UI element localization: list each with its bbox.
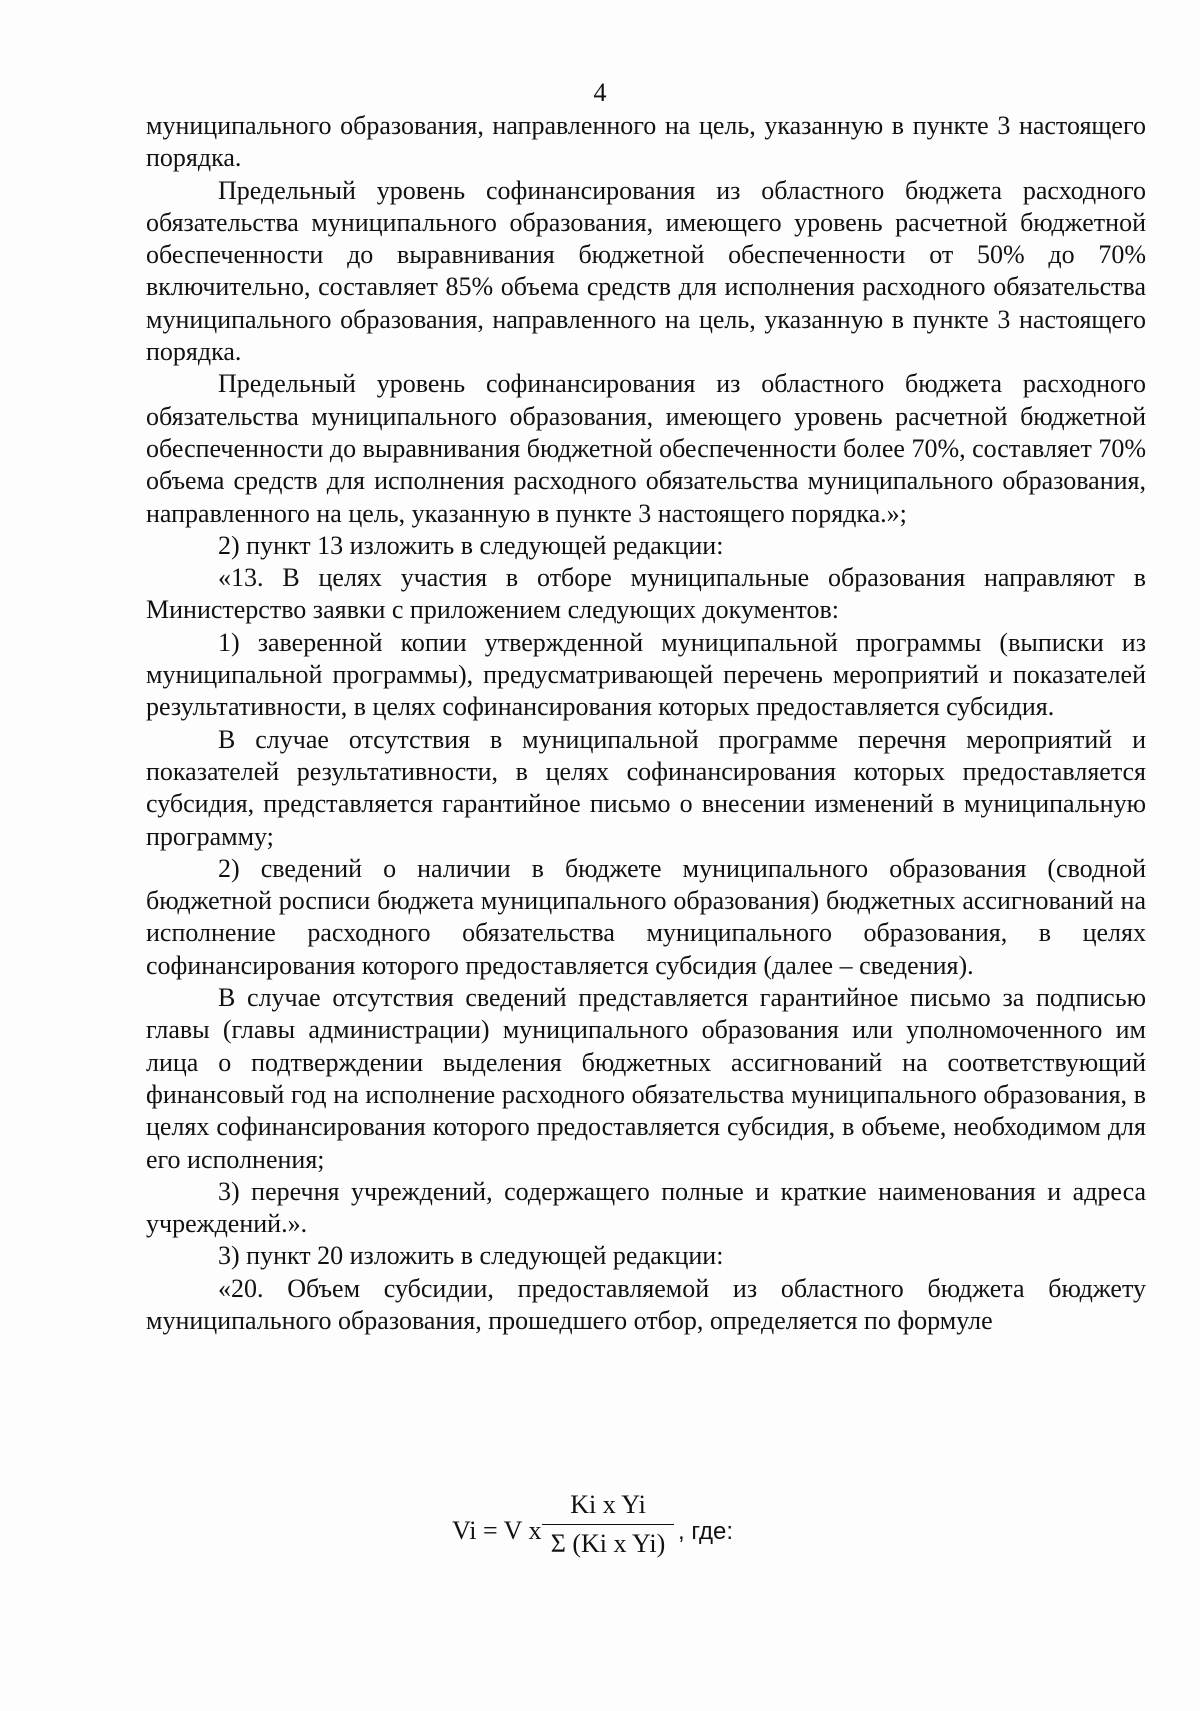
formula-numerator: Ki x Yi xyxy=(570,1490,646,1519)
paragraph: 3) пункт 20 изложить в следующей редакции: xyxy=(218,1241,724,1271)
paragraph: Предельный уровень софинансирования из областного бюджета расходного обязательства муниципального образования, имеющего уровень расчетной бюджетной обеспеченности до выравнивания бюджетной обеспеченности более 70%, составляет 70% объема средств для исполнения расходного обязательства муниципального образования, направленного на цель, указанную в пункте 3 настоящего порядка.»; xyxy=(146,369,1146,528)
subsidy-formula xyxy=(440,1488,860,1598)
fraction-bar xyxy=(542,1524,674,1525)
paragraph: В случае отсутствия в муниципальной программе перечня мероприятий и показателей результативности, в целях софинансирования которых предоставляется субсидия, представляется гарантийное письмо о внесении изменений в муниципальную программу; xyxy=(146,724,1146,851)
paragraph: 2) пункт 13 изложить в следующей редакции: xyxy=(218,530,724,560)
paragraph: 1) заверенной копии утвержденной муниципальной программы (выписки из муниципальной программы), предусматривающей перечень мероприятий и показателей результативности, в целях софинансирования которых предоставляется субсидия. xyxy=(146,627,1146,722)
formula-lhs: Vi = V x xyxy=(452,1516,542,1545)
document-body xyxy=(146,110,1146,1337)
paragraph: 2) сведений о наличии в бюджете муниципального образования (сводной бюджетной росписи бюджета муниципального образования) бюджетных ассигнований на исполнение расходного обязательства муниципального образования, в целях софинансирования которого предоставляется субсидия (далее – сведения). xyxy=(146,853,1146,980)
paragraph: В случае отсутствия сведений представляется гарантийное письмо за подписью главы (главы администрации) муниципального образования или уполномоченного им лица о подтверждении выделения бюджетных ассигнований на соответствующий финансовый год на исполнение расходного обязательства муниципального образования, в целях софинансирования которого предоставляется субсидия, в объеме, необходимом для его исполнения; xyxy=(146,983,1146,1174)
paragraph: муниципального образования, направленного на цель, указанную в пункте 3 настоящего порядка. xyxy=(146,111,1146,173)
formula-fraction xyxy=(542,1488,674,1561)
formula-denominator: Σ (Ki x Yi) xyxy=(550,1529,666,1558)
formula-suffix: , где: xyxy=(678,1518,734,1545)
paragraph: 3) перечня учреждений, содержащего полные и краткие наименования и адреса учреждений.». xyxy=(146,1176,1146,1239)
paragraph: Предельный уровень софинансирования из областного бюджета расходного обязательства муниципального образования, имеющего уровень расчетной бюджетной обеспеченности до выравнивания бюджетной обеспеченности от 50% до 70% включительно, составляет 85% объема средств для исполнения расходного обязательства муниципального образования, направленного на цель, указанную в пункте 3 настоящего порядка. xyxy=(146,175,1146,367)
paragraph: «20. Объем субсидии, предоставляемой из областного бюджета бюджету муниципального образования, прошедшего отбор, определяется по формуле xyxy=(146,1273,1146,1335)
paragraph: «13. В целях участия в отборе муниципальные образования направляют в Министерство заявки с приложением следующих документов: xyxy=(146,563,1146,625)
page-number: 4 xyxy=(593,78,607,107)
formula-suffix-wrap xyxy=(678,1516,733,1546)
